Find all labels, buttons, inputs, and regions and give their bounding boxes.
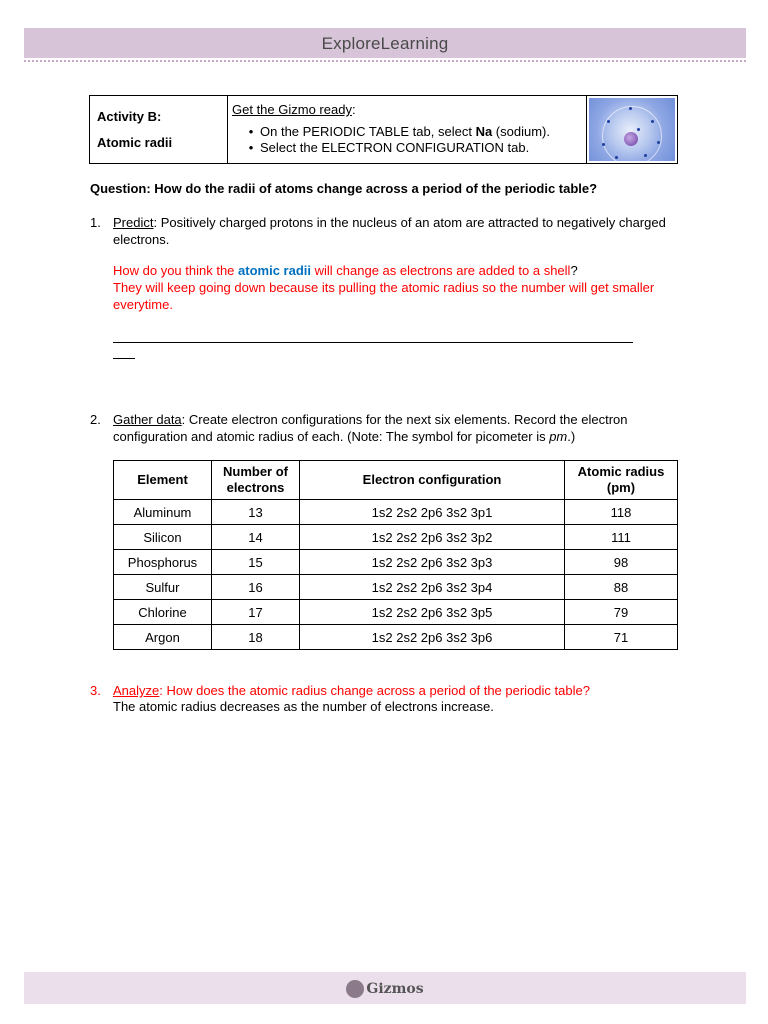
- q2-label: Gather data: [113, 412, 182, 427]
- cell-electrons: 15: [212, 550, 300, 575]
- q1-question: [113, 262, 673, 279]
- cell-configuration: 1s2 2s2 2p6 3s2 3p4: [300, 575, 565, 600]
- cell-electrons: 18: [212, 625, 300, 650]
- electron-icon: [651, 120, 654, 123]
- cell-electrons: 17: [212, 600, 300, 625]
- atom-thumbnail: [589, 98, 675, 161]
- activity-name: Atomic radii: [97, 135, 173, 150]
- cell-electrons: 16: [212, 575, 300, 600]
- q3-prompt: [113, 682, 673, 699]
- cell-configuration: 1s2 2s2 2p6 3s2 3p6: [300, 625, 565, 650]
- q2-text-end: .): [567, 429, 576, 444]
- instruction-2: [242, 140, 582, 155]
- cell-electrons: 13: [212, 500, 300, 525]
- table-row: [114, 525, 678, 550]
- electron-icon: [644, 154, 647, 157]
- nucleus-icon: [624, 132, 638, 146]
- table-row: [114, 500, 678, 525]
- q2-unit: pm: [549, 429, 568, 444]
- q1-question-post: will change as electrons are added to a shell: [311, 263, 571, 278]
- electron-icon: [637, 128, 640, 131]
- cell-element: Chlorine: [114, 600, 212, 625]
- q2-prompt: [113, 411, 673, 445]
- electron-icon: [607, 120, 610, 123]
- activity-label: Activity B:: [97, 109, 162, 124]
- header-element: Element: [114, 461, 212, 500]
- electron-icon: [615, 156, 618, 159]
- explorelearning-logo: ExploreLearning: [321, 34, 449, 53]
- instruction-1-text: On the PERIODIC TABLE tab, select: [260, 124, 476, 139]
- header-divider: [24, 60, 746, 62]
- electron-icon: [657, 141, 660, 144]
- cell-element: Phosphorus: [114, 550, 212, 575]
- cell-element: Argon: [114, 625, 212, 650]
- cell-electrons: 14: [212, 525, 300, 550]
- gizmo-thumbnail-cell: [587, 96, 678, 164]
- q1-question-pre: How do you think the: [113, 263, 239, 278]
- activity-box: [89, 95, 678, 164]
- q3-number: 3.: [90, 683, 101, 698]
- table-row: [114, 600, 678, 625]
- cell-radius: 88: [565, 575, 678, 600]
- gizmo-ready-heading: Get the Gizmo ready: [232, 102, 352, 117]
- table-row: [114, 575, 678, 600]
- cell-radius: 118: [565, 500, 678, 525]
- question-heading: Question: How do the radii of atoms change across a period of the periodic table?: [90, 181, 598, 196]
- header-band: [24, 28, 746, 58]
- instruction-1-element: Na: [475, 124, 493, 139]
- table-row: [114, 625, 678, 650]
- gizmo-ready-colon: :: [351, 102, 356, 117]
- header-configuration: Electron configuration: [300, 461, 565, 500]
- q2-text: : Create electron configurations for the next six elements. Record the electron configuration and atomic radius of each. (Note: The symbol for picometer is: [113, 412, 628, 444]
- cell-element: Aluminum: [114, 500, 212, 525]
- q2-number: 2.: [90, 412, 101, 427]
- cell-configuration: 1s2 2s2 2p6 3s2 3p1: [300, 500, 565, 525]
- activity-label-cell: [90, 96, 228, 164]
- cell-configuration: 1s2 2s2 2p6 3s2 3p5: [300, 600, 565, 625]
- footer-band: [24, 972, 746, 1004]
- q1-number: 1.: [90, 215, 101, 230]
- q1-answer: They will keep going down because its pulling the atomic radius so the number will get smaller everytime.: [113, 280, 655, 312]
- electron-data-table: [113, 460, 678, 650]
- q3-text: : How does the atomic radius change across a period of the periodic table?: [159, 683, 590, 698]
- cell-radius: 98: [565, 550, 678, 575]
- gizmos-logo-text: Gizmos: [366, 981, 424, 997]
- gizmo-ready-cell: [228, 96, 587, 164]
- q3-label: Analyze: [113, 683, 160, 698]
- q1-question-mark: ?: [570, 263, 578, 278]
- gizmos-logo: [24, 980, 746, 998]
- header-radius: Atomic radius (pm): [565, 461, 678, 500]
- bullet-icon: •: [248, 140, 254, 155]
- gizmos-logo-icon: [346, 980, 364, 998]
- electron-icon: [602, 143, 605, 146]
- table-row: [114, 550, 678, 575]
- answer-line-end: [113, 358, 135, 359]
- cell-configuration: 1s2 2s2 2p6 3s2 3p3: [300, 550, 565, 575]
- q1-question-term: atomic radii: [238, 263, 311, 278]
- cell-element: Silicon: [114, 525, 212, 550]
- electron-icon: [629, 107, 632, 110]
- instruction-1: [242, 124, 582, 139]
- q1-text: : Positively charged protons in the nucleus of an atom are attracted to negatively charged electrons.: [113, 215, 666, 247]
- cell-radius: 111: [565, 525, 678, 550]
- instruction-1-suffix: (sodium).: [492, 124, 550, 139]
- instruction-2-text: Select the ELECTRON CONFIGURATION tab.: [260, 140, 530, 155]
- q1-prompt: [113, 214, 673, 248]
- header-electrons: Number of electrons: [212, 461, 300, 500]
- q1-label: Predict: [113, 215, 154, 230]
- cell-element: Sulfur: [114, 575, 212, 600]
- table-header-row: [114, 461, 678, 500]
- bullet-icon: •: [248, 124, 254, 139]
- answer-line: [113, 342, 633, 343]
- cell-radius: 79: [565, 600, 678, 625]
- cell-configuration: 1s2 2s2 2p6 3s2 3p2: [300, 525, 565, 550]
- cell-radius: 71: [565, 625, 678, 650]
- q3-answer: The atomic radius decreases as the number of electrons increase.: [113, 699, 494, 714]
